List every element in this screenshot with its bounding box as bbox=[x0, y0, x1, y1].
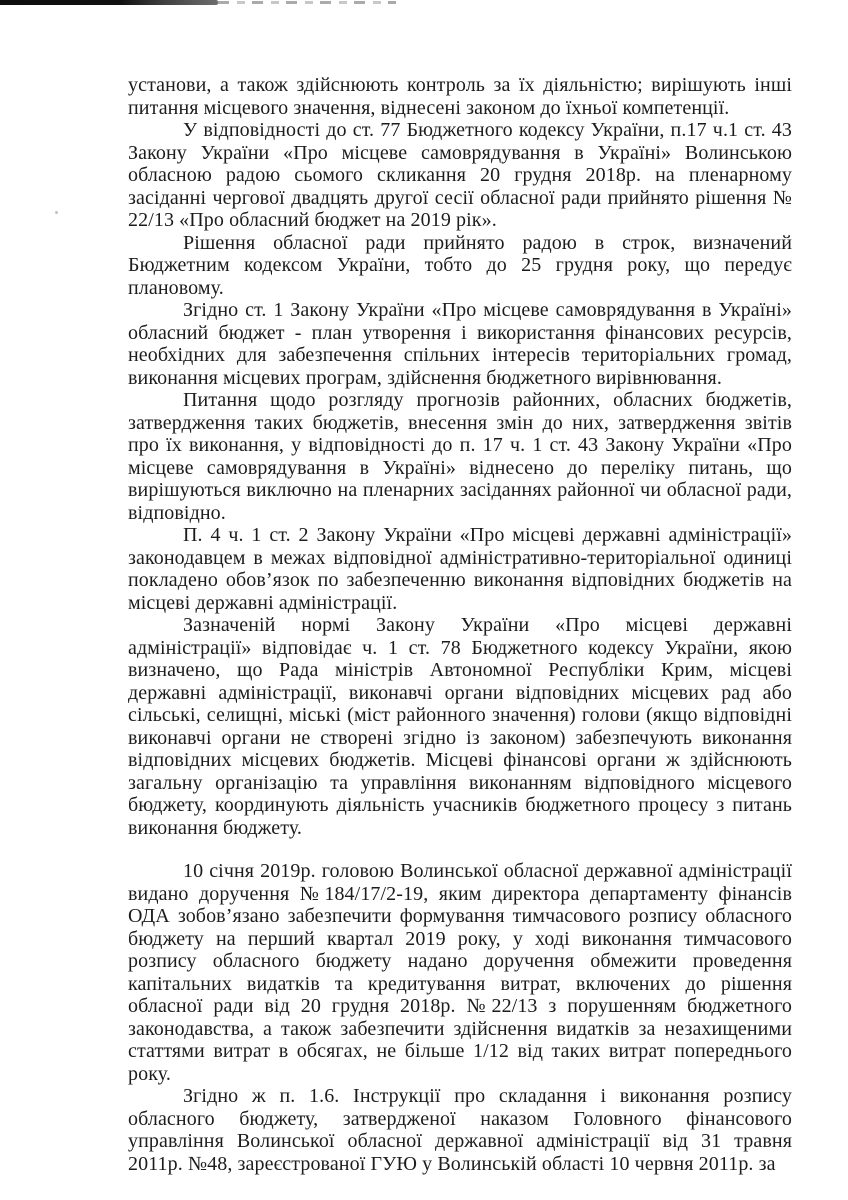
paragraph-oblast-budget-definition: Згідно ст. 1 Закону України «Про місцеве самоврядування в Україні» обласний бюджет - план утворення і використання фінансових ресурсів, необхідних для забезпечення спільних інтересів територіальних громад, виконання місцевих програм, здійснення бюджетного вирівнювання. bbox=[128, 299, 792, 389]
paragraph-governor-instruction: 10 січня 2019р. головою Волинської обласної державної адміністрації видано доручення №184/17/2-19, яким директора департаменту фінансів ОДА зобов’язано забезпечити формування тимчасового розпису обласного бюджету на перший квартал 2019 року, у ході виконання тимчасового розпису обласного бюджету надано доручення обмежити проведення капітальних видатків та кредитування витрат, включених до рішення обласної ради від 20 грудня 2018р. №22/13 з порушенням бюджетного законодавства, а також забезпечити здійснення видатків за незахищеними статтями витрат в обсягах, не більше 1/12 від таких витрат попереднього року. bbox=[128, 860, 792, 1085]
scan-artifact-solid-segment bbox=[0, 0, 218, 5]
scan-speck bbox=[55, 211, 58, 214]
paragraph-plenary-questions: Питання щодо розгляду прогнозів районних, обласних бюджетів, затвердження таких бюджетів, внесення змін до них, затвердження звітів про їх виконання, у відповідності до п. 17 ч. 1 ст. 43 Закону України «Про місцеве самоврядування в Україні» віднесено до переліку питань, що вирішуються виключно на пленарних засіданнях районної чи обласної ради, відповідно. bbox=[128, 389, 792, 524]
scan-artifact-dashed-segment bbox=[218, 1, 396, 4]
paragraph-budget-decision: У відповідності до ст. 77 Бюджетного кодексу України, п.17 ч.1 ст. 43 Закону України «Про місцеве самоврядування в Україні» Волинською обласною радою сьомого скликання 20 грудня 2018р. на пленарному засіданні чергової двадцять другої сесії обласної ради прийнято рішення № 22/13 «Про обласний бюджет на 2019 рік». bbox=[128, 119, 792, 231]
paragraph-continuation: установи, а також здійснюють контроль за їх діяльністю; вирішують інші питання місцевого значення, віднесені законом до їхньої компетенції. bbox=[128, 74, 792, 119]
paragraph-budget-code-article-78: Зазначеній нормі Закону України «Про місцеві державні адміністрації» відповідає ч. 1 ст. 78 Бюджетного кодексу України, якою визначено, що Рада міністрів Автономної Республіки Крим, місцеві державні адміністрації, виконавчі органи відповідних місцевих рад або сільські, селищні, міські (міст районного значення) голови (якщо відповідні виконавчі органи не створені згідно із законом) забезпечують виконання відповідних місцевих бюджетів. Місцеві фінансові органи ж здійснюють загальну організацію та управління виконанням відповідного місцевого бюджету, координують діяльність учасників бюджетного процесу з питань виконання бюджету. bbox=[128, 614, 792, 839]
paragraph-decision-term: Рішення обласної ради прийнято радою в строк, визначений Бюджетним кодексом України, тобто до 25 грудня року, що передує плановому. bbox=[128, 231, 792, 299]
paragraph-instruction-1-6: Згідно ж п. 1.6. Інструкції про складання і виконання розпису обласного бюджету, затвердженої наказом Головного фінансового управління Волинської обласної державної адміністрації від 31 травня 2011р. №48, зареєстрованої ГУЮ у Волинській області 10 червня 2011р. за bbox=[128, 1085, 792, 1175]
scan-artifact-top bbox=[0, 0, 400, 6]
document-body bbox=[128, 74, 792, 1175]
paragraph-local-administrations-duty: П. 4 ч. 1 ст. 2 Закону України «Про місцеві державні адміністрації» законодавцем в межах відповідної адміністративно-територіальної одиниці покладено обов’язок по забезпеченню виконання відповідних бюджетів на місцеві державні адміністрації. bbox=[128, 524, 792, 614]
